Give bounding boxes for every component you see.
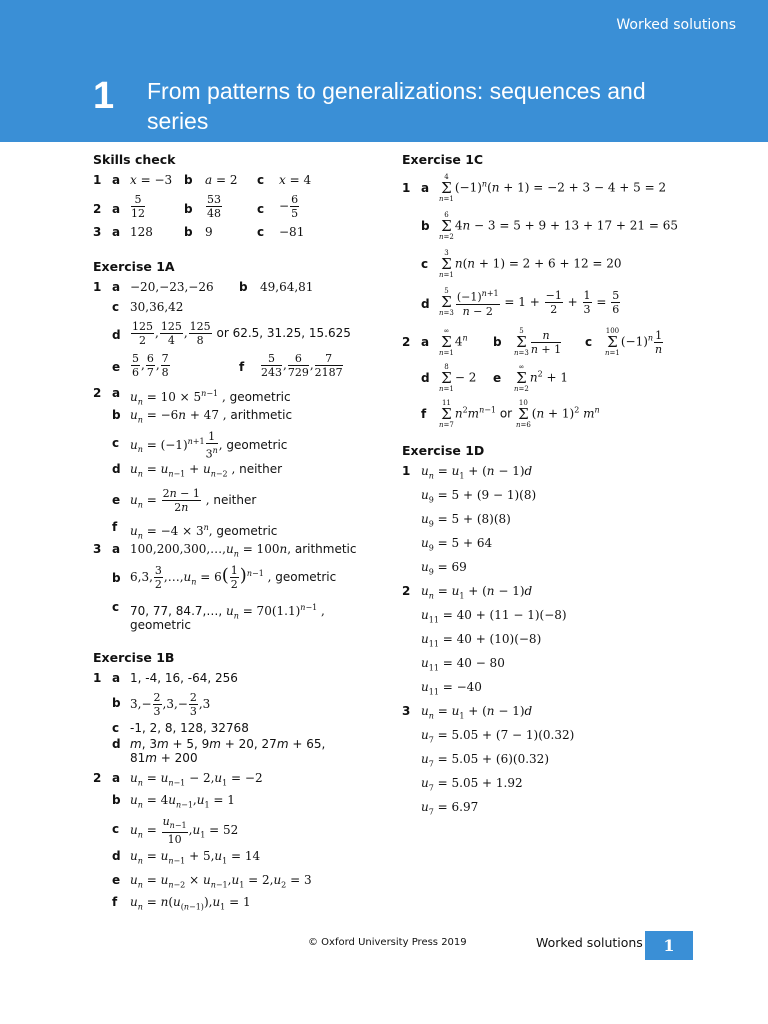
answer-row: d $\frac{125}{2}$ , $\frac{125}{4}$ , $\frac{125}{8}$ or 62.5, 31.25, 15.625 (112, 320, 351, 347)
answer-row: $u_{11} = -40$ (421, 680, 482, 697)
answer-row: $u_9 = 69$ (421, 560, 467, 577)
answer-row: $u_{11} = 40 + (11 - 1)(-8)$ (421, 608, 567, 625)
answer-row: c $u_n = (-1)^{n+1}$ $\frac{1}{3^n}$ , geometric (112, 430, 288, 461)
answer-row: 3 a 128 b 9 c −81 (93, 225, 305, 239)
chapter-title: From patterns to generalizations: sequences and series (147, 78, 646, 134)
section-title: Exercise 1B (93, 650, 175, 665)
answer-row: e $\frac{5}{6}$ , $\frac{6}{7}$ , $\frac{7}{8}$ f $\frac{5}{243}$ , $\frac{6}{729}$ , $\frac{7}{2187}$ (112, 352, 343, 379)
answer-row: 1 a −20,−23,−26 b 49,64,81 (93, 280, 314, 294)
section-title: Skills check (93, 152, 176, 167)
answer-row: $u_9 = 5 + (8)(8)$ (421, 512, 511, 529)
section-title: Exercise 1C (402, 152, 484, 167)
answer-row: $u_7 = 5.05 + (6)(0.32)$ (421, 752, 549, 769)
left-column (93, 152, 383, 915)
answer-row: b 6 Σ n=24n − 3 = 5 + 9 + 13 + 17 + 21 = 65 (421, 211, 678, 241)
answer-row: c 70, 77, 84.7,…, $u_n = 70(1.1)^{n-1}$ , (112, 600, 325, 621)
answer-row: e $u_n = u_{n-2} \times u_{n-1},u_1 = 2,u_2 = 3$ (112, 873, 312, 890)
q1d-alt-text: or 62.5, 31.25, 15.625 (216, 326, 351, 340)
right-column (402, 152, 702, 824)
answer-row: $u_7 = 5.05 + 1.92$ (421, 776, 523, 793)
answer-row: 2 $u_n = u_1 + (n - 1)d$ (402, 584, 533, 601)
chapter-number: 1 (93, 75, 115, 117)
answer-row: 2 a $\frac{5}{12}$ b $\frac{53}{48}$ c − $\frac{6}{5}$ (93, 193, 299, 220)
answer-row: 2 a $u_n = 10 \times 5^{n-1}$ , geometric (93, 386, 291, 407)
answer-row: b $u_n = -6n + 47$ , arithmetic (112, 408, 293, 425)
answer-row: c $u_n$ = $\frac{u_{n-1}}{10}$ $,u_1 = 52$ (112, 815, 239, 847)
answer-row: b $u_n = 4u_{n-1},u_1 = 1$ (112, 793, 235, 810)
section-title: Exercise 1D (402, 443, 485, 458)
answer-row: 3 $u_n = u_1 + (n - 1)d$ (402, 704, 533, 721)
page-number: 1 (645, 931, 693, 960)
answer-row: b 6,3, $\frac{3}{2}$ $,\dots,u_n = 6$( $\frac{1}{2}$ )$^{n-1}$ , geometric (112, 564, 337, 591)
answer-row: $u_9 = 5 + 64$ (421, 536, 493, 553)
answer-row: $u_{11} = 40 + (10)(-8)$ (421, 632, 542, 649)
answer-row: c 30,36,42 (112, 300, 184, 314)
footer-label: Worked solutions (536, 935, 643, 950)
answer-row: d $u_n = u_{n-1} + 5,u_1 = 14$ (112, 849, 261, 866)
answer-row: d m, 3m + 5, 9m + 20, 27m + 65, (112, 737, 326, 751)
answer-row: f $u_n = n(u_{(n-1)}),u_1 = 1$ (112, 895, 251, 912)
header-label: Worked solutions (616, 17, 736, 33)
answer-row: $u_7 = 5.05 + (7 - 1)(0.32)$ (421, 728, 575, 745)
answer-row: 2 a ∞ Σ $n=14^n$ b 5 Σ n=3 $\frac{n}{n + 1}$ c 100 Σ $n=1(-1)^n$ $\frac{1}{n}$ (402, 327, 663, 357)
answer-row: b 3,− $\frac{2}{3}$ ,3,− $\frac{2}{3}$ ,3 (112, 691, 211, 718)
answer-row: 2 a $u_n = u_{n-1} - 2,u_1 = -2$ (93, 771, 263, 788)
answer-row: c -1, 2, 8, 128, 32768 (112, 721, 249, 735)
footer-copyright: © Oxford University Press 2019 (308, 937, 467, 948)
answer-row: $u_{11} = 40 - 80$ (421, 656, 505, 673)
answer-row: 3 a $100,200,300,\dots,u_n = 100n$, arithmetic (93, 542, 357, 559)
answer-row: f 11 Σ $n=7n^2m^{n-1}$ or 10 Σ $n=6(n + 1)^2$ $m^n$ (421, 399, 600, 429)
answer-row: 1 a 1, -4, 16, -64, 256 (93, 671, 238, 685)
answer-row: $u_9 = 5 + (9 - 1)(8)$ (421, 488, 537, 505)
answer-row: d 5 Σ n=3 $\frac{(-1)^{n+1}}{n - 2}$ = 1 + $\frac{-1}{2}$ + $\frac{1}{3}$ = $\frac{5}{6}$ (421, 287, 620, 318)
answer-row: 1 $u_n = u_1 + (n - 1)d$ (402, 464, 533, 481)
answer-row: c 3 Σ n=1n(n + 1) = 2 + 6 + 12 = 20 (421, 249, 622, 279)
answer-row: 1 a 4 Σ $n=1(-1)^n(n + 1) = -2 + 3 - 4 + 5 = 2$ (402, 173, 667, 203)
answer-row: e $u_n$ = $\frac{2n - 1}{2n}$ , neither (112, 487, 257, 514)
answer-row: $u_7 = 6.97$ (421, 800, 479, 817)
answer-row: 81m + 200 (130, 751, 198, 765)
answer-row: d $u_n = u_{n-1} + u_{n-2}$ , neither (112, 462, 283, 479)
answer-row: d 8 Σ n=1− 2 e ∞ Σ $n=2n^2 + 1$ (421, 363, 568, 393)
answer-row: 1 a x = −3 b a = 2 c x = 4 (93, 173, 312, 187)
section-title: Exercise 1A (93, 259, 175, 274)
header-banner (0, 0, 768, 142)
answer-row: geometric (130, 618, 191, 632)
answer-row: f $u_n = -4 \times 3^n$, geometric (112, 520, 278, 541)
